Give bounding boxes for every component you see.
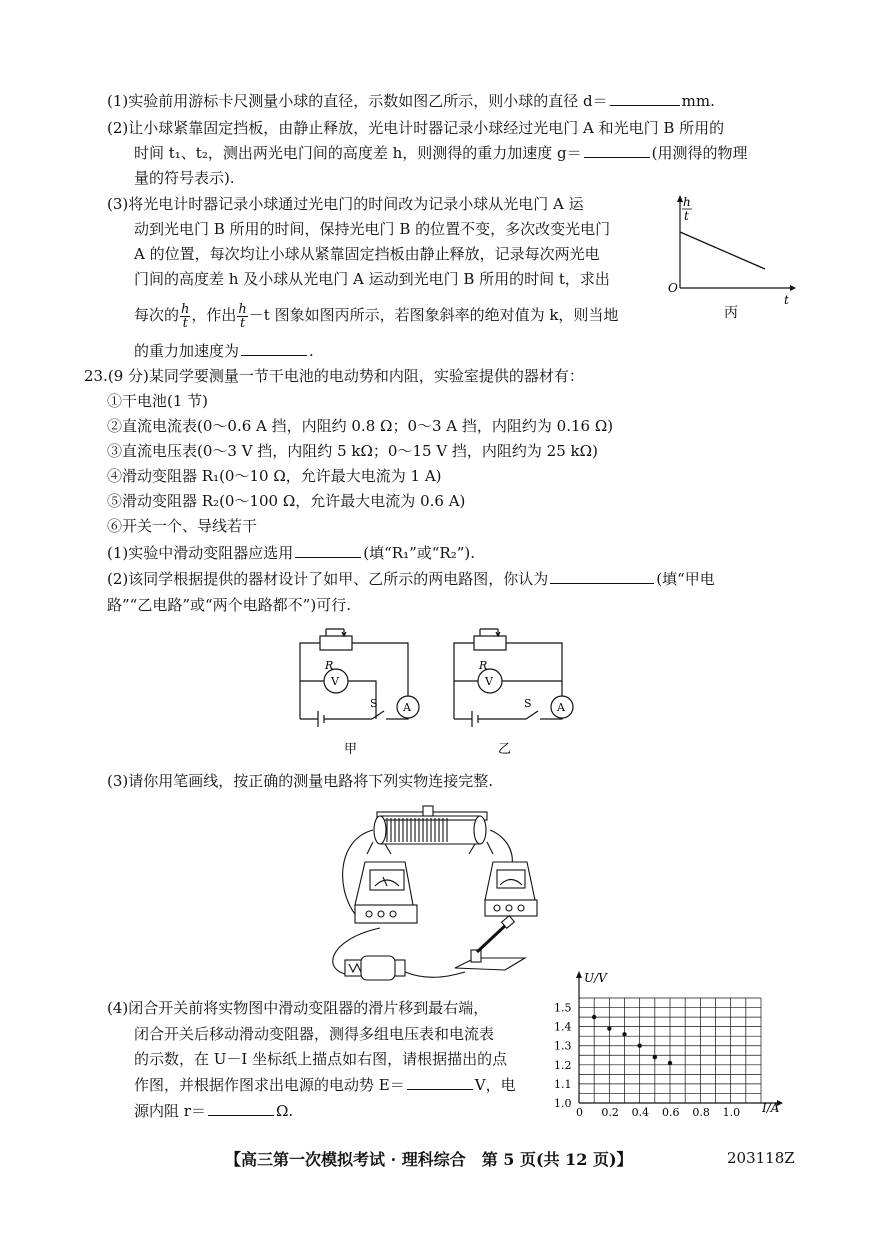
x-tick-label: 1.0 — [722, 1106, 741, 1118]
data-point — [592, 1015, 596, 1019]
caption-jia: 甲 — [344, 742, 358, 757]
q23-part4-line1: (4)闭合开关前将实物图中滑动变阻器的滑片移到最右端， — [107, 999, 489, 1017]
ammeter-device-icon — [485, 862, 537, 916]
chart-points — [592, 1015, 672, 1065]
x-axis-arrow-icon — [790, 285, 796, 291]
answer-blank-g2[interactable] — [241, 341, 307, 356]
y-axis-arrow-icon — [576, 971, 582, 978]
graph-caption: 丙 — [724, 305, 738, 321]
q22-part2-line3: 量的符号表示). — [134, 169, 235, 187]
circuit-yi — [444, 625, 579, 760]
graph-y-label-den: t — [684, 209, 689, 223]
data-point — [668, 1061, 672, 1065]
page-footer: 【高三第一次模拟考试 · 理科综合 第 5 页(共 12 页)】 — [225, 1150, 633, 1169]
data-point — [607, 1026, 611, 1030]
y-tick-label: 1.2 — [554, 1058, 572, 1072]
q23-item: ④滑动变阻器 R₁(0～10 Ω，允许最大电流为 1 A) — [107, 467, 442, 485]
label-r: R — [325, 659, 334, 672]
voltmeter-icon: V — [331, 675, 339, 688]
y-tick-label: 1.4 — [554, 1020, 572, 1034]
ammeter-icon: A — [403, 701, 411, 714]
graph-bing — [660, 192, 800, 332]
chart-grid — [579, 998, 761, 1103]
label-switch: S — [370, 697, 378, 710]
answer-blank-rheostat[interactable] — [295, 543, 361, 558]
chart-ylabel: U/V — [584, 971, 607, 985]
x-tick-label: 0 — [576, 1106, 583, 1118]
chart-xlabel: I/A — [762, 1101, 780, 1115]
chart-axes — [576, 971, 783, 1106]
voltmeter-icon: V — [485, 675, 493, 688]
answer-blank-d[interactable] — [610, 91, 680, 106]
q22-part3-line4: 门间的高度差 h 及小球从光电门 A 运动到光电门 B 所用的时间 t，求出 — [134, 270, 610, 288]
y-tick-label: 1.5 — [554, 1001, 572, 1015]
q22-part2-line1: (2)让小球紧靠固定挡板，由静止释放，光电计时器记录小球经过光电门 A 和光电门 B 所用的 — [107, 119, 725, 137]
q22-part1: (1)实验前用游标卡尺测量小球的直径，示数如图乙所示，则小球的直径 d＝ mm. — [107, 92, 715, 110]
data-point — [637, 1044, 641, 1048]
graph-y-label: h — [683, 195, 691, 209]
voltmeter-device-icon — [355, 862, 417, 923]
x-tick-label: 0.4 — [631, 1106, 650, 1118]
fraction-h-over-t: $\frac{h}{t}$ — [181, 301, 190, 331]
answer-blank-emf[interactable] — [407, 1075, 473, 1090]
q23-part2-line1: (2)该同学根据提供的器材设计了如甲、乙所示的两电路图，你认为 (填“甲电 — [107, 570, 715, 588]
y-tick-label: 1.0 — [554, 1097, 572, 1110]
fraction-h-over-t: $\frac{h}{t}$ — [238, 301, 247, 331]
graph-origin: O — [668, 281, 678, 295]
x-tick-label: 0.2 — [601, 1106, 619, 1118]
chart-ticks — [554, 1002, 740, 1118]
q23-item: ③直流电压表(0～3 V 挡，内阻约 5 kΩ；0～15 V 挡，内阻约为 25 kΩ) — [107, 442, 598, 460]
q22-part3-line5: 每次的 $\frac{h}{t}$ ，作出 $\frac{h}{t}$ －t 图象如图丙所示，若图象斜率的绝对值为 k，则当地 — [134, 301, 619, 331]
answer-blank-resistance[interactable] — [208, 1101, 274, 1116]
label-r: R — [479, 659, 488, 672]
q23-part3: (3)请你用笔画线，按正确的测量电路将下列实物连接完整. — [107, 772, 494, 790]
q23-item: ⑥开关一个、导线若干 — [107, 517, 258, 535]
q23-part4-line2: 闭合开关后移动滑动变阻器，测得多组电压表和电流表 — [134, 1025, 495, 1043]
x-tick-label: 0.6 — [662, 1106, 680, 1118]
q23-item: ②直流电流表(0～0.6 A 挡，内阻约 0.8 Ω；0～3 A 挡，内阻约为 0.16 Ω) — [107, 417, 614, 435]
answer-blank-circuit[interactable] — [550, 569, 654, 584]
x-tick-label: 0.8 — [692, 1106, 710, 1118]
ammeter-icon: A — [557, 701, 565, 714]
q23-part4-line3: 的示数，在 U－I 坐标纸上描点如右图，请根据描出的点 — [134, 1050, 508, 1068]
circuit-jia — [290, 625, 425, 760]
caption-yi: 乙 — [498, 742, 512, 757]
q22-part3-line3: A 的位置，每次均让小球从紧靠固定挡板由静止释放，记录每次两光电 — [134, 245, 600, 263]
q23-item: ①干电池(1 节) — [107, 392, 209, 410]
apparatus-drawing — [325, 800, 540, 985]
q23-part2-line2: 路”“乙电路”或“两个电路都不”)可行. — [107, 596, 351, 614]
battery-icon — [345, 956, 405, 980]
y-tick-label: 1.1 — [554, 1077, 572, 1091]
answer-blank-g[interactable] — [584, 143, 650, 158]
switch-icon — [455, 916, 525, 970]
q23-head: 23.(9 分)某同学要测量一节干电池的电动势和内阻，实验室提供的器材有： — [84, 367, 584, 385]
rheostat-icon — [367, 806, 493, 854]
q22-part3-line6: 的重力加速度为 . — [134, 342, 314, 360]
q22-part3-line1: (3)将光电计时器记录小球通过光电门的时间改为记录小球从光电门 A 运 — [107, 195, 584, 213]
q22-part2-line2: 时间 t₁、t₂，测出两光电门间的高度差 h，则测得的重力加速度 g＝ (用测得的物理 — [134, 144, 748, 162]
q23-item: ⑤滑动变阻器 R₂(0～100 Ω，允许最大电流为 0.6 A) — [107, 492, 466, 510]
graph-x-label: t — [784, 293, 789, 307]
q22-part3-line2: 动到光电门 B 所用的时间，保持光电门 B 的位置不变，多次改变光电门 — [134, 220, 611, 238]
data-point — [622, 1032, 626, 1036]
y-tick-label: 1.3 — [554, 1039, 572, 1053]
ui-chart — [548, 968, 798, 1118]
exam-code: 203118Z — [727, 1149, 795, 1167]
q23-part1: (1)实验中滑动变阻器应选用 (填“R₁”或“R₂”). — [107, 544, 476, 562]
graph-line — [680, 232, 765, 269]
label-switch: S — [524, 697, 532, 710]
q23-part4-line5: 源内阻 r＝ Ω. — [134, 1102, 294, 1120]
q23-part4-line4: 作图，并根据作图求出电源的电动势 E＝ V，电 — [134, 1076, 516, 1094]
data-point — [653, 1055, 657, 1059]
